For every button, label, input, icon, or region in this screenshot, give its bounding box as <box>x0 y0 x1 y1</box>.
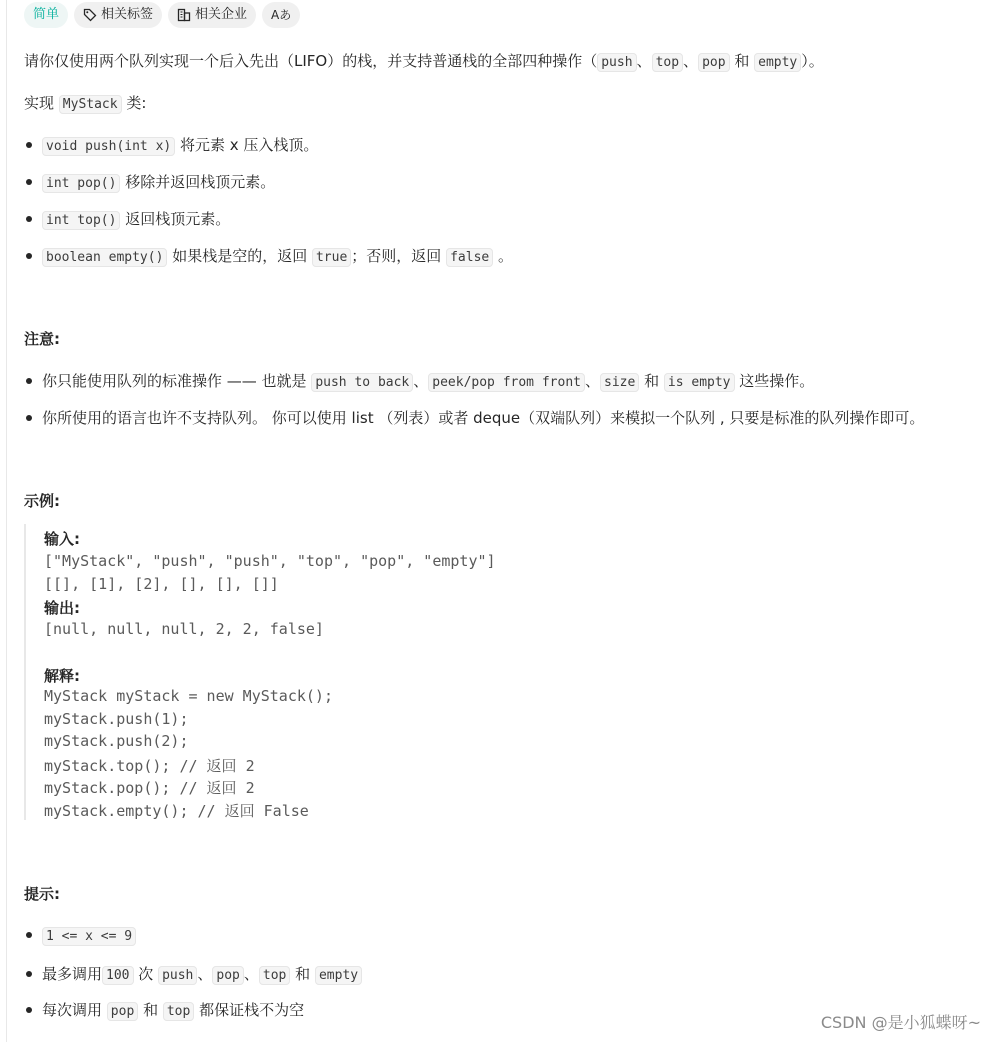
input-line: [[], [1], [2], [], [], []] <box>44 575 279 593</box>
notes-heading: 注意: <box>24 330 60 348</box>
explain-line: myStack.push(1); <box>44 710 189 728</box>
output-line: [null, null, null, 2, 2, false] <box>44 620 324 638</box>
related-companies-button[interactable]: 相关企业 <box>168 2 256 28</box>
note-item: 你所使用的语言也许不支持队列。 你可以使用 list （列表）或者 deque（双端队列）来模拟一个队列 , 只要是标准的队列操作即可。 <box>24 407 924 428</box>
hints-heading: 提示: <box>24 885 60 903</box>
explain-line: myStack.pop(); // 返回 2 <box>44 779 255 797</box>
hint-item: 1 <= x <= 9 <box>24 926 136 944</box>
output-label: 输出: <box>44 599 80 617</box>
method-top: int top() 返回栈顶元素。 <box>24 208 230 229</box>
watermark: CSDN @是小狐蝶呀~ <box>820 1013 981 1032</box>
method-push: void push(int x) 将元素 x 压入栈顶。 <box>24 134 318 155</box>
note-item: 你只能使用队列的标准操作 —— 也就是 push to back 、 peek/pop from front 、 size 和 is empty 这些操作。 <box>24 370 814 391</box>
example-block <box>24 524 966 820</box>
explain-line: myStack.empty(); // 返回 False <box>44 802 309 820</box>
tag-icon <box>83 8 97 22</box>
explain-label: 解释: <box>44 667 80 685</box>
tag-bar <box>24 2 300 28</box>
building-icon <box>177 8 191 22</box>
related-tags-button[interactable]: 相关标签 <box>74 2 162 28</box>
method-empty: boolean empty() 如果栈是空的，返回 true ；否则，返回 false 。 <box>24 245 513 266</box>
explain-line: MyStack myStack = new MyStack(); <box>44 687 333 705</box>
explain-line: myStack.top(); // 返回 2 <box>44 757 255 775</box>
input-label: 输入: <box>44 530 80 548</box>
input-line: ["MyStack", "push", "push", "top", "pop", "empty"] <box>44 552 496 570</box>
explain-line: myStack.push(2); <box>44 732 189 750</box>
class-paragraph: 实现 MyStack 类: <box>24 94 147 112</box>
left-divider <box>6 0 7 1042</box>
translate-icon: Aあ <box>271 8 292 22</box>
hint-item: 每次调用 pop 和 top 都保证栈不为空 <box>24 999 304 1020</box>
hint-item: 最多调用 100 次 push 、 pop 、 top 和 empty <box>24 963 362 984</box>
example-heading: 示例: <box>24 492 60 510</box>
intro-paragraph: 请你仅使用两个队列实现一个后入先出（LIFO）的栈，并支持普通栈的全部四种操作（ push 、 top 、 pop 和 empty ）。 <box>24 52 824 70</box>
method-pop: int pop() 移除并返回栈顶元素。 <box>24 171 275 192</box>
difficulty-badge[interactable]: 简单 <box>24 2 68 28</box>
font-size-toggle[interactable] <box>262 2 300 28</box>
